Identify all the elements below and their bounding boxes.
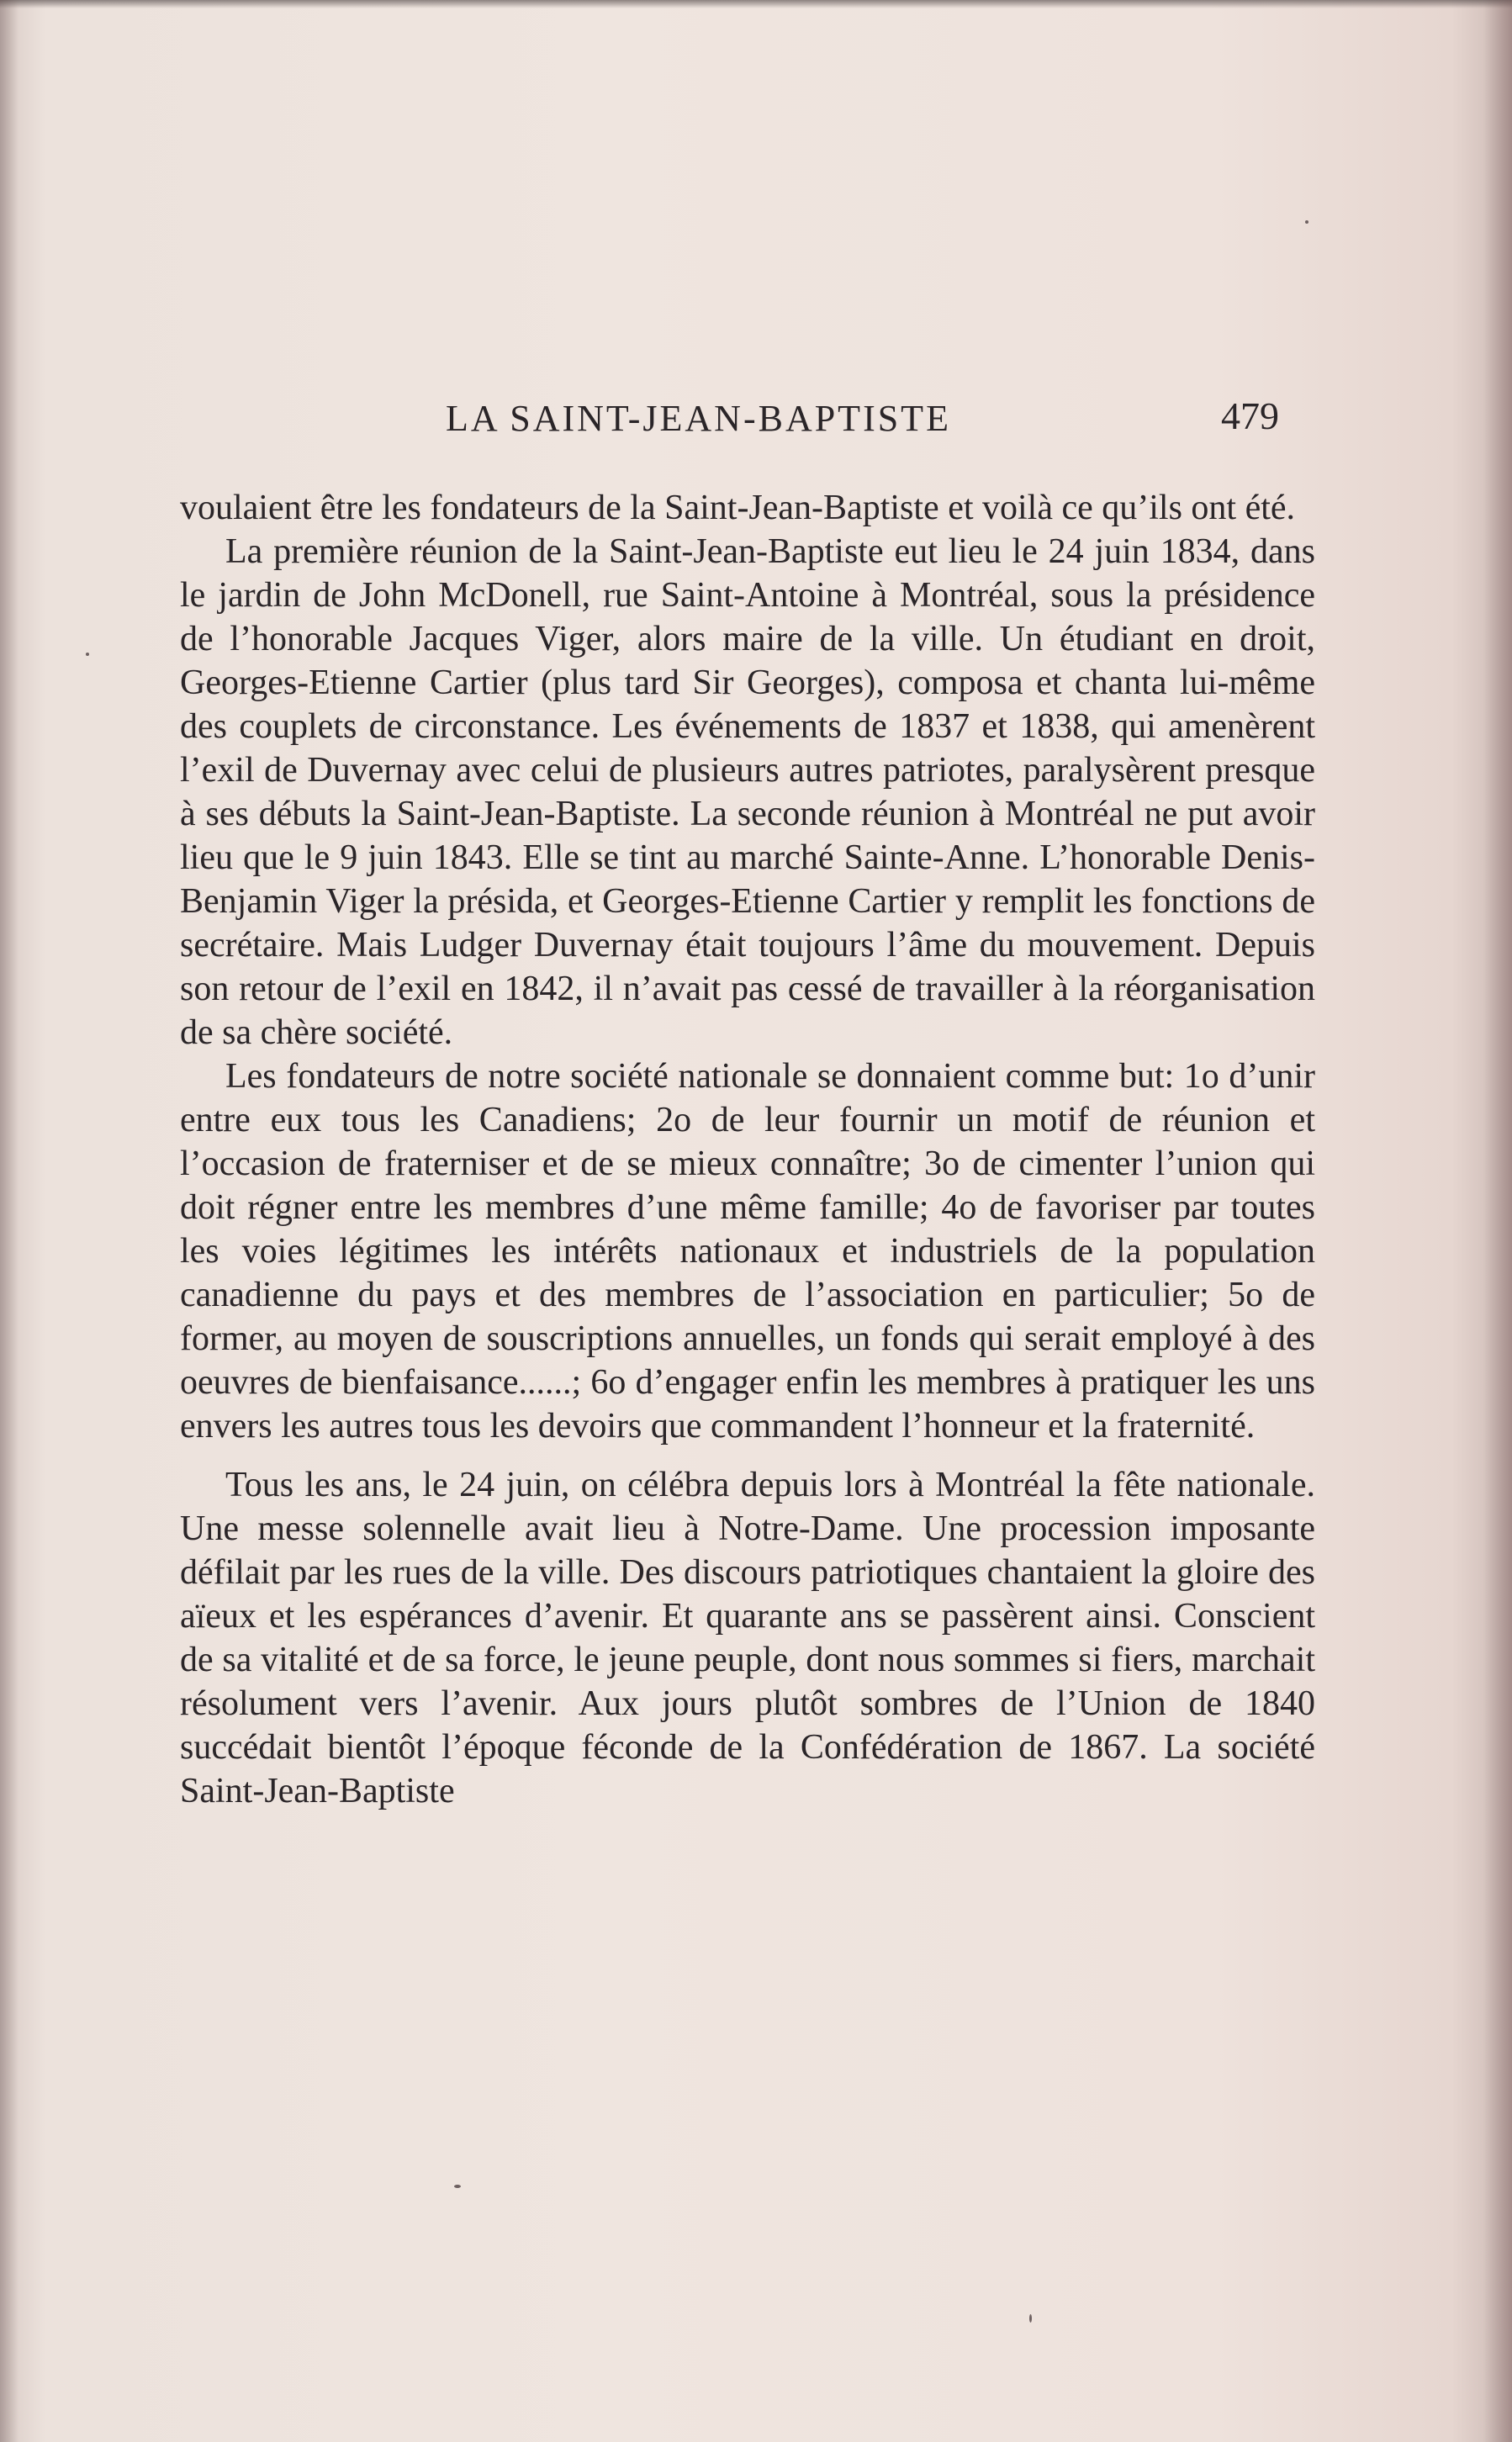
binding-shadow (0, 0, 19, 2442)
paper-speck (1305, 220, 1308, 224)
page-edge (1483, 0, 1512, 2442)
running-head: LA SAINT-JEAN-BAPTISTE (446, 398, 951, 439)
paragraph: voulaient être les fondateurs de la Saint-Jean-Baptiste et voilà ce qu’ils ont été. (180, 489, 1296, 527)
body-text (180, 486, 1315, 1813)
paragraph: La première réunion de la Saint-Jean-Baptiste eut lieu le 24 juin 1834, dans le jardin de John McDonell, rue Saint-Antoine à Montréal, sous la présidence de l’honorable Jacques Viger, alors maire de la ville. Un étudiant en droit, Georges-Etienne Cartier (plus tard Sir Georges), composa et chanta lui-même des couplets de circonstance. Les événements de 1837 et 1838, qui amenèrent l’exil de Duvernay avec celui de plusieurs autres patriotes, paralysèrent presque à ses débuts la Saint-Jean-Baptiste. La seconde réunion à Montréal ne put avoir lieu que le 9 juin 1843. Elle se tint au marché Sainte-Anne. L’honorable Denis-Benjamin Viger la présida, et Georges-Etienne Cartier y remplit les fonctions de secrétaire. Mais Ludger Duvernay était toujours l’âme du mouvement. Depuis son retour de l’exil en 1842, il n’avait pas cessé de travailler à la réorganisation de sa chère société. (180, 532, 1315, 1052)
paragraph: Tous les ans, le 24 juin, on célébra depuis lors à Montréal la fête nationale. Une messe solennelle avait lieu à Notre-Dame. Une procession imposante défilait par les rues de la ville. Des discours patriotiques chantaient la gloire des aïeux et les espérances d’avenir. Et quarante ans se passèrent ainsi. Conscient de sa vitalité et de sa force, le jeune peuple, dont nous sommes si fiers, marchait résolument vers l’avenir. Aux jours plutôt sombres de l’Union de 1840 succédait bientôt l’époque féconde de la Confédération de 1867. La société Saint-Jean-Baptiste (180, 1466, 1315, 1810)
page-number: 479 (1221, 394, 1279, 437)
paper-speck (454, 2185, 461, 2188)
top-edge-shadow (0, 0, 1512, 8)
paragraph: Les fondateurs de notre société nationale se donnaient comme but: 1o d’unir entre eux tous les Canadiens; 2o de leur fournir un motif de réunion et l’occasion de fraterniser et de se mieux connaître; 3o de cimenter l’union qui doit régner entre les membres d’une même famille; 4o de favoriser par toutes les voies légitimes les intérêts nationaux et industriels de la population canadienne du pays et des membres de l’association en particulier; 5o de former, au moyen de souscriptions annuelles, un fonds qui serait employé à des oeuvres de bienfaisance......; 6o d’engager enfin les membres à pratiquer les uns envers les autres tous les devoirs que commandent l’honneur et la fraternité. (180, 1057, 1315, 1446)
paper-speck (1029, 2314, 1032, 2323)
paper-speck (86, 653, 89, 656)
